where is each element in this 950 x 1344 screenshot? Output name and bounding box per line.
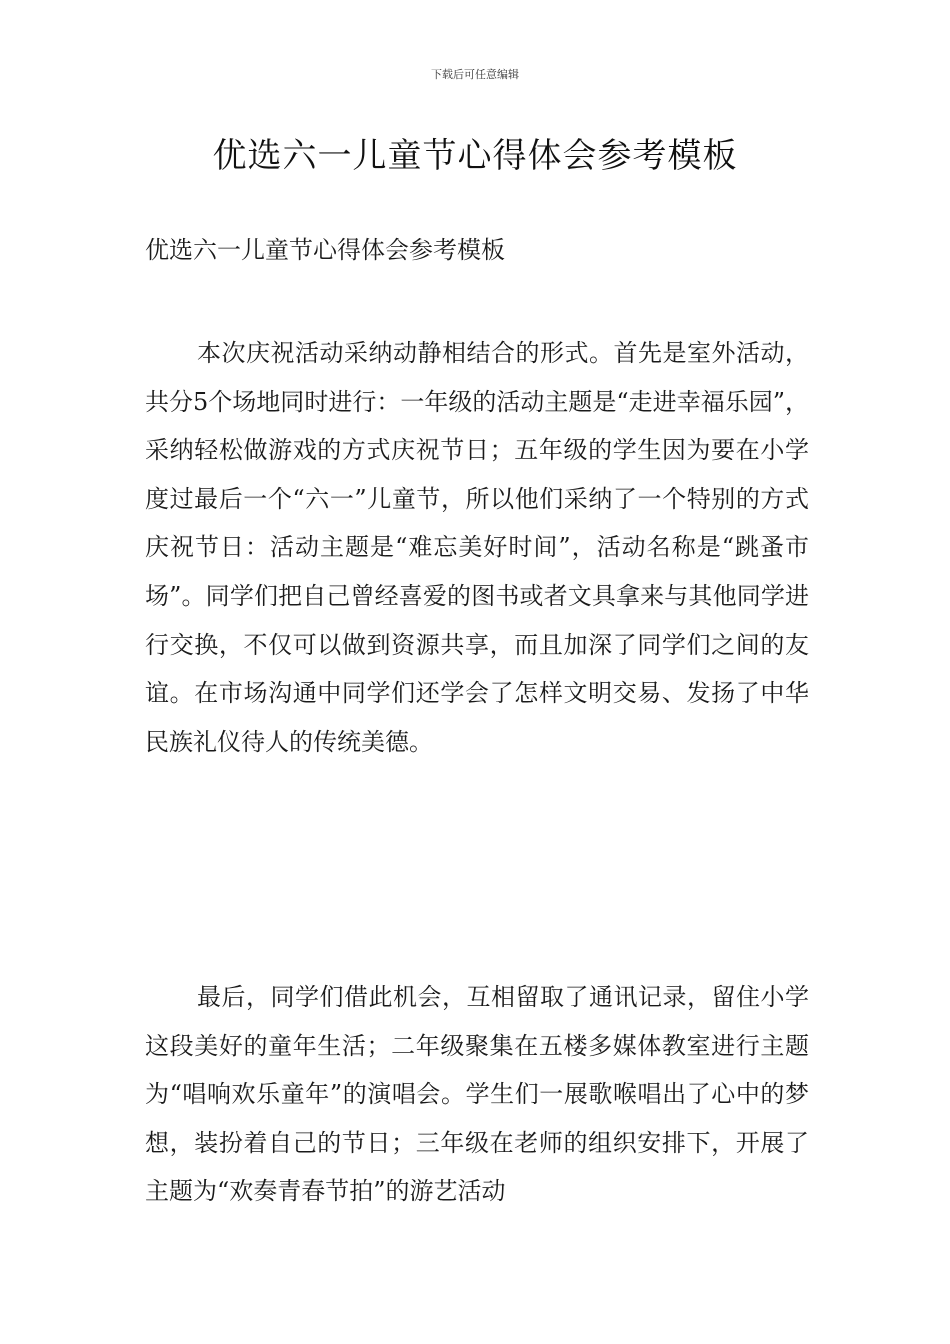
- document-subtitle: 优选六一儿童节心得体会参考模板: [145, 236, 505, 264]
- body-paragraph-2: 最后，同学们借此机会，互相留取了通讯记录，留住小学这段美好的童年生活；二年级聚集在五楼多媒体教室进行主题为“唱响欢乐童年”的演唱会。学生们一展歌喉唱出了心中的梦想，装扮着自己的节日；三年级在老师的组织安排下，开展了主题为“欢奏青春节拍”的游艺活动: [145, 983, 809, 1206]
- header-note: 下载后可任意编辑: [431, 68, 519, 81]
- document-title: 优选六一儿童节心得体会参考模板: [212, 136, 738, 176]
- body-paragraph-1: 本次庆祝活动采纳动静相结合的形式。首先是室外活动，共分5个场地同时进行：一年级的活动主题是“走进幸福乐园”，采纳轻松做游戏的方式庆祝节日；五年级的学生因为要在小学度过最后一个“六一”儿童节，所以他们采纳了一个特别的方式庆祝节日：活动主题是“难忘美好时间”，活动名称是“跳蚤市场”。同学们把自己曾经喜爱的图书或者文具拿来与其他同学进行交换，不仅可以做到资源共享，而且加深了同学们之间的友谊。在市场沟通中同学们还学会了怎样文明交易、发扬了中华民族礼仪待人的传统美德。: [145, 339, 809, 756]
